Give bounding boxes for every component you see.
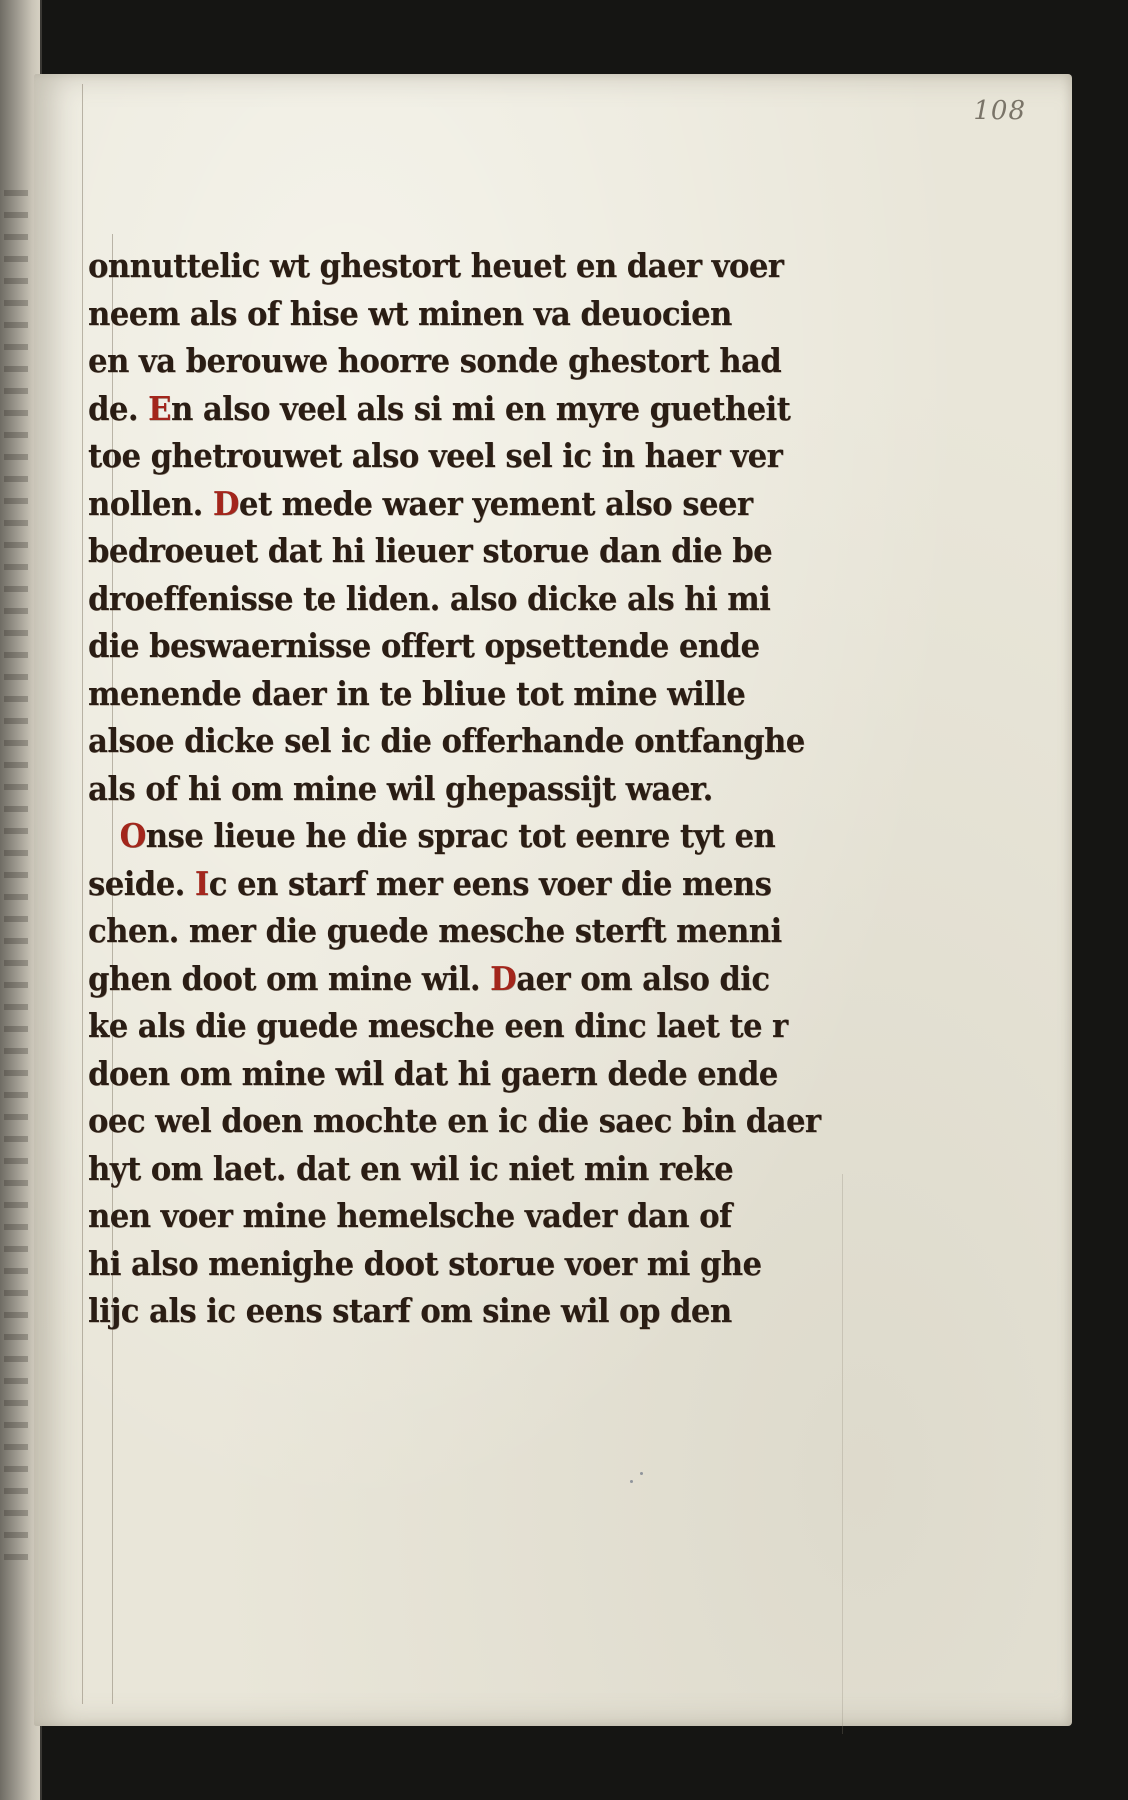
line-text: doen om mine wil dat hi gaern dede ende xyxy=(88,1053,778,1093)
manuscript-line xyxy=(88,1050,832,1098)
folio-number: 108 xyxy=(973,96,1026,126)
manuscript-folio xyxy=(34,74,1072,1726)
line-text: alsoe dicke sel ic die offerhande ontfanghe xyxy=(88,721,805,760)
manuscript-line xyxy=(88,337,832,385)
text-block xyxy=(88,242,888,1335)
manuscript-line xyxy=(88,1192,832,1240)
rubricated-initial: I xyxy=(194,863,209,903)
manuscript-line xyxy=(88,1240,832,1288)
line-text: neem als of hise wt minen va deuocien xyxy=(88,293,732,333)
line-text: hi also menighe doot storue voer mi ghe xyxy=(88,1243,762,1283)
ink-speck xyxy=(640,1472,643,1475)
adjacent-page-text-bleed xyxy=(4,190,28,1570)
line-text: die beswaernisse offert opsettende ende xyxy=(88,626,760,665)
manuscript-line xyxy=(88,527,832,575)
line-text: n also veel als si mi en myre guetheit xyxy=(170,388,791,428)
manuscript-line xyxy=(88,242,832,290)
line-text: ke als die guede mesche een dinc laet te r xyxy=(88,1006,788,1045)
line-text: bedroeuet dat hi lieuer storue dan die be xyxy=(88,531,773,570)
manuscript-line xyxy=(88,670,832,718)
line-text: et mede waer yement also seer xyxy=(238,483,753,523)
rubricated-initial: D xyxy=(490,958,517,998)
line-text: nse lieue he die sprac tot eenre tyt en xyxy=(145,816,776,855)
manuscript-line xyxy=(88,290,832,338)
line-text-lead: seide. xyxy=(88,863,195,903)
line-text: als of hi om mine wil ghepassijt waer. xyxy=(88,768,713,808)
line-text: hyt om laet. dat en wil ic niet min reke xyxy=(88,1148,734,1188)
manuscript-line xyxy=(88,1002,832,1050)
line-text: aer om also dic xyxy=(516,958,770,998)
line-text: nen voer mine hemelsche vader dan of xyxy=(88,1196,732,1235)
line-text: menende daer in te bliue tot mine wille xyxy=(88,673,746,713)
manuscript-line xyxy=(88,432,832,480)
manuscript-line xyxy=(88,575,832,623)
line-text: lijc als ic eens starf om sine wil op den xyxy=(88,1291,732,1330)
manuscript-line xyxy=(88,385,832,433)
manuscript-line xyxy=(88,1145,832,1193)
manuscript-line xyxy=(88,1287,832,1335)
line-text-lead: de. xyxy=(88,388,149,428)
manuscript-line xyxy=(88,907,832,955)
line-text: onnuttelic wt ghestort heuet en daer voer xyxy=(88,246,784,285)
line-text: oec wel doen mochte en ic die saec bin daer xyxy=(88,1101,821,1140)
ruling-line xyxy=(82,84,83,1704)
manuscript-line xyxy=(88,860,832,908)
manuscript-line xyxy=(88,480,832,528)
rubricated-initial: E xyxy=(148,388,171,428)
line-text-lead: ghen doot om mine wil. xyxy=(88,958,491,998)
line-text: en va berouwe hoorre sonde ghestort had xyxy=(88,341,782,380)
manuscript-line xyxy=(88,812,832,860)
line-text: c en starf mer eens voer die mens xyxy=(208,863,772,903)
manuscript-line xyxy=(88,955,832,1003)
line-text: toe ghetrouwet also veel sel ic in haer ver xyxy=(88,436,783,475)
manuscript-line xyxy=(88,717,832,765)
line-text-lead: nollen. xyxy=(88,483,213,523)
manuscript-line xyxy=(88,765,832,813)
manuscript-line xyxy=(88,622,832,670)
rubricated-initial: O xyxy=(119,816,146,855)
line-text: droeffenisse te liden. also dicke als hi mi xyxy=(88,578,771,618)
rubricated-initial: D xyxy=(212,483,239,523)
ink-speck xyxy=(630,1480,633,1483)
manuscript-line xyxy=(88,1097,832,1145)
line-text: chen. mer die guede mesche sterft menni xyxy=(88,911,782,950)
